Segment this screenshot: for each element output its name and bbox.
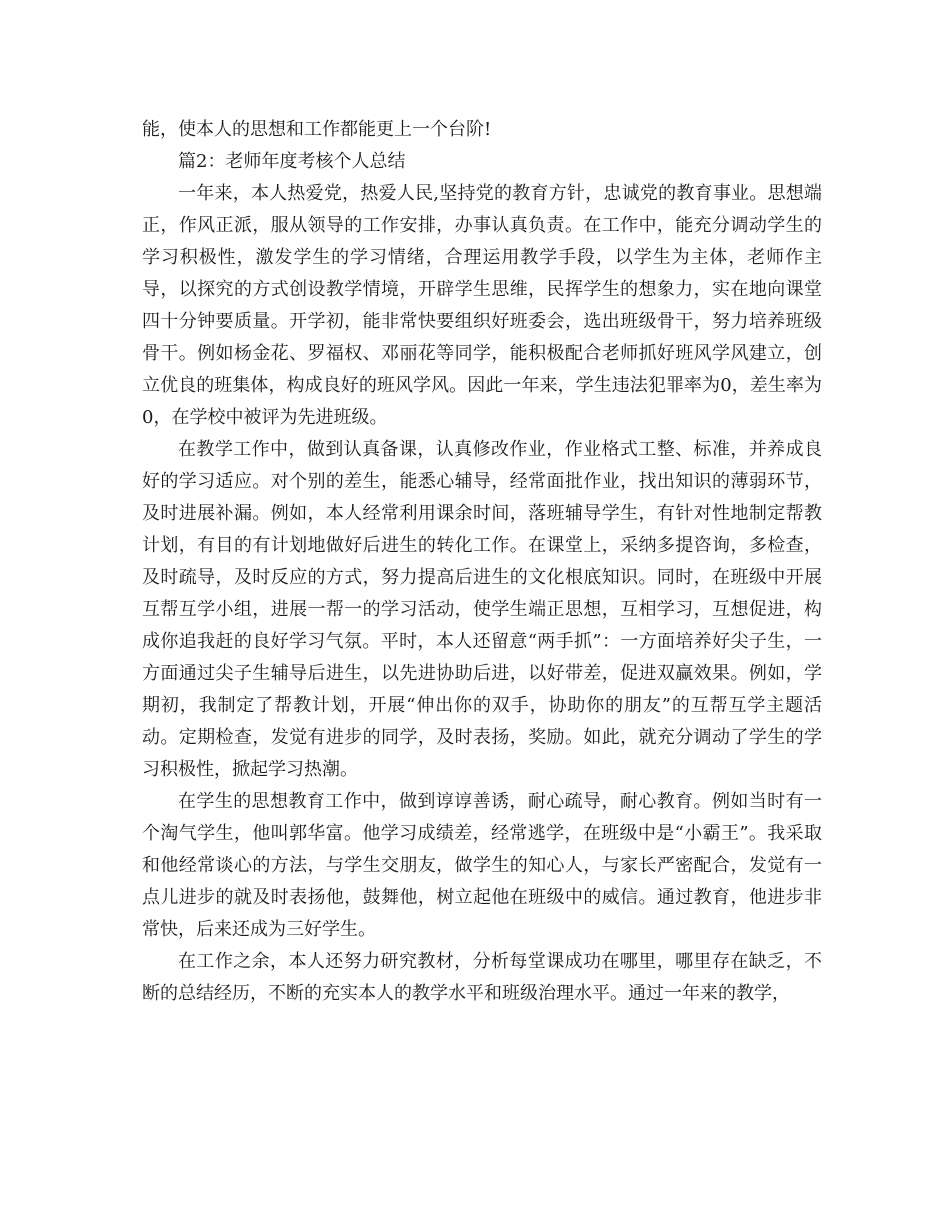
paragraph: 在教学工作中，做到认真备课，认真修改作业，作业格式工整、标准，并养成良好的学习适应。对个别的差生，能悉心辅导，经常面批作业，找出知识的薄弱环节，及时进展补漏。例如，本人经常利用课余时间，落班辅导学生，有针对性地制定帮教计划，有目的有计划地做好后进生的转化工作。在课堂上，采纳多提咨询，多检查，及时疏导，及时反应的方式，努力提高后进生的文化根底知识。同时，在班级中开展互帮互学小组，进展一帮一的学习活动，使学生端正思想，互相学习，互想促进，构成你追我赶的良好学习气氛。平时，本人还留意“两手抓”：一方面培养好尖子生，一方面通过尖子生辅导后进生，以先进协助后进，以好带差，促进双赢效果。例如，学期初，我制定了帮教计划，开展“伸出你的双手，协助你的朋友”的互帮互学主题活动。定期检查，发觉有进步的同学，及时表扬，奖励。如此，就充分调动了学生的学习积极性，掀起学习热潮。: [142, 439, 822, 780]
paragraph: 在工作之余，本人还努力研究教材，分析每堂课成功在哪里，哪里存在缺乏，不断的总结经历，不断的充实本人的教学水平和班级治理水平。通过一年来的教学，: [142, 951, 822, 1004]
paragraph: 一年来，本人热爱党，热爱人民,坚持党的教育方针，忠诚党的教育事业。思想端正，作风正派，服从领导的工作安排，办事认真负责。在工作中，能充分调动学生的学习积极性，激发学生的学习情绪，合理运用教学手段，以学生为主体，老师作主导，以探究的方式创设教学情境，开辟学生思维，民挥学生的想象力，实在地向课堂四十分钟要质量。开学初，能非常快要组织好班委会，选出班级骨干，努力培养班级骨干。例如杨金花、罗福权、邓丽花等同学，能积极配合老师抓好班风学风建立，创立优良的班集体，构成良好的班风学风。因此一年来，学生违法犯罪率为0，差生率为0，在学校中被评为先进班级。: [142, 183, 822, 428]
paragraph: 在学生的思想教育工作中，做到谆谆善诱，耐心疏导，耐心教育。例如当时有一个淘气学生，他叫郭华富。他学习成绩差，经常逃学，在班级中是“小霸王”。我采取和他经常谈心的方法，与学生交朋友，做学生的知心人，与家长严密配合，发觉有一点儿进步的就及时表扬他，鼓舞他，树立起他在班级中的威信。通过教育，他进步非常快，后来还成为三好学生。: [142, 791, 822, 940]
document-body: [142, 114, 822, 1010]
paragraph-continuation: 能，使本人的思想和工作都能更上一个台阶!: [142, 119, 492, 140]
section-heading: 篇2：老师年度考核个人总结: [178, 151, 406, 172]
